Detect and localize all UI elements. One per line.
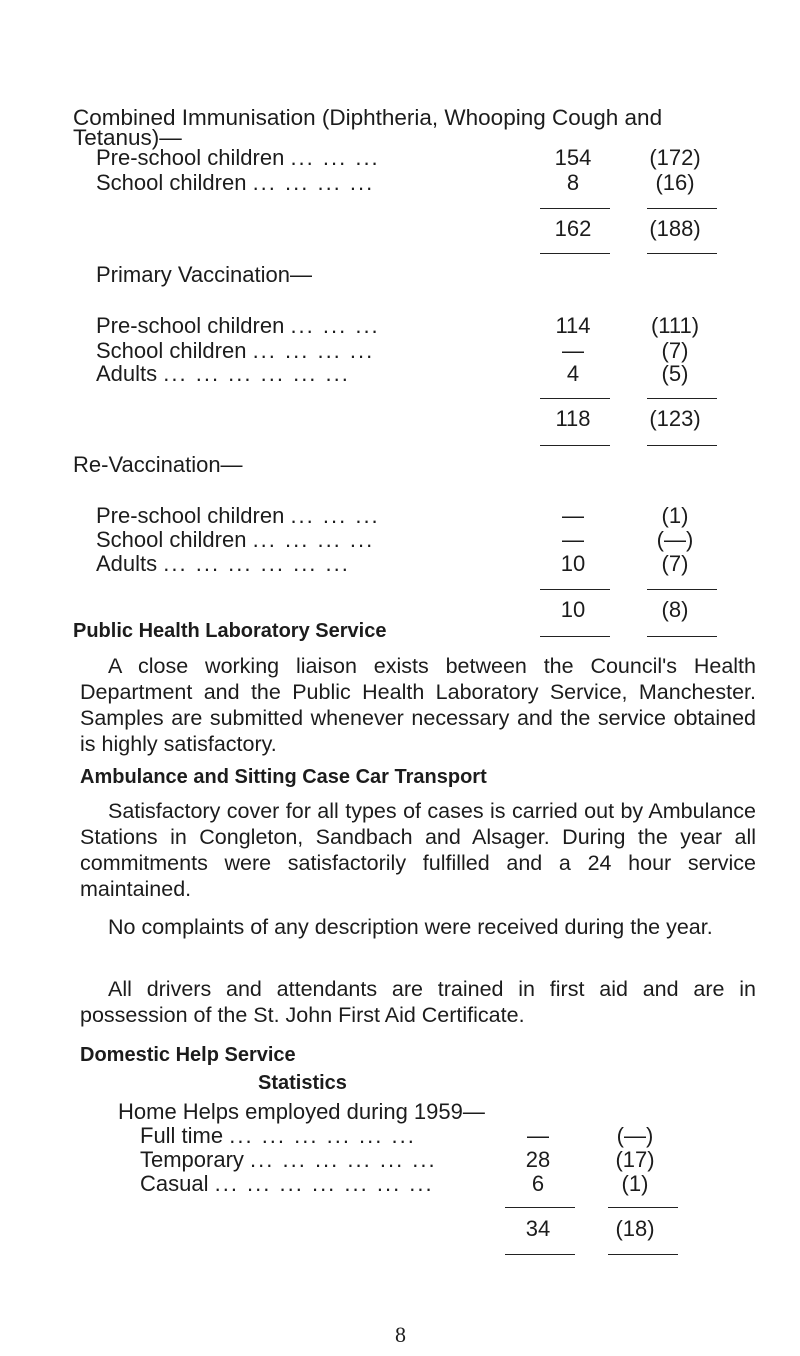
- ambulance-heading: Ambulance and Sitting Case Car Transport: [80, 766, 487, 788]
- immunisation-intro-line1: Combined Immunisation (Diphtheria, Whooping Cough and: [73, 105, 663, 130]
- row-value-current: 6: [531, 1171, 545, 1196]
- home-helps-intro: Home Helps employed during 1959—: [118, 1099, 485, 1124]
- total-rule: [647, 636, 717, 637]
- immunisation-intro-line2: Tetanus)—: [73, 125, 182, 150]
- immunisation-intro: [73, 105, 773, 150]
- row-label: Temporary ... ... ... ... ... ...: [140, 1147, 437, 1172]
- row-label: Adults ... ... ... ... ... ...: [96, 551, 350, 576]
- ambulance-paragraph-2: No complaints of any description were received during the year.: [108, 915, 713, 939]
- sum-rule: [540, 589, 610, 590]
- sum-rule: [540, 208, 610, 209]
- total-value-current: 10: [560, 597, 586, 622]
- total-rule: [540, 445, 610, 446]
- page-number: 8: [395, 1322, 406, 1347]
- total-value-previous: (8): [661, 597, 689, 622]
- row-label: Pre-school children ... ... ...: [96, 313, 380, 338]
- sum-rule: [647, 589, 717, 590]
- statistics-subheading: Statistics: [258, 1072, 347, 1094]
- row-label: Pre-school children ... ... ...: [96, 145, 380, 170]
- row-value-previous: (111): [650, 313, 700, 338]
- sum-rule: [647, 398, 717, 399]
- row-value-current: —: [562, 338, 584, 363]
- row-value-previous: (172): [649, 145, 701, 170]
- total-value-previous: (123): [649, 406, 701, 431]
- phls-heading: Public Health Laboratory Service: [73, 620, 387, 642]
- row-value-current: —: [562, 527, 584, 552]
- row-label: Full time ... ... ... ... ... ...: [140, 1123, 416, 1148]
- primary-vaccination-title: Primary Vaccination—: [96, 262, 312, 287]
- row-value-previous: (5): [661, 361, 689, 386]
- row-value-previous: (—): [656, 527, 694, 552]
- row-label: School children ... ... ... ...: [96, 170, 375, 195]
- row-value-previous: (1): [621, 1171, 649, 1196]
- sum-rule: [647, 208, 717, 209]
- domestic-heading: Domestic Help Service: [80, 1044, 296, 1066]
- total-value-current: 34: [525, 1216, 551, 1241]
- total-rule: [505, 1254, 575, 1255]
- total-rule: [647, 253, 717, 254]
- total-rule: [540, 636, 610, 637]
- row-label: School children ... ... ... ...: [96, 527, 375, 552]
- row-value-current: 4: [566, 361, 580, 386]
- row-value-previous: (16): [655, 170, 695, 195]
- sum-rule: [540, 398, 610, 399]
- ambulance-paragraph-1: Satisfactory cover for all types of cases is carried out by Ambulance Stations in Congleton, Sandbach and Alsager. During the year all commitments were satisfactorily fulfilled and a 24 hour service maintained.: [80, 799, 756, 901]
- total-rule: [647, 445, 717, 446]
- total-value-previous: (18): [615, 1216, 655, 1241]
- sum-rule: [608, 1207, 678, 1208]
- total-value-current: 118: [555, 406, 591, 431]
- row-value-previous: (—): [616, 1123, 654, 1148]
- total-value-previous: (188): [649, 216, 701, 241]
- row-label: School children ... ... ... ...: [96, 338, 375, 363]
- sum-rule: [505, 1207, 575, 1208]
- row-label: Adults ... ... ... ... ... ...: [96, 361, 350, 386]
- row-value-previous: (17): [615, 1147, 655, 1172]
- row-value-current: —: [527, 1123, 549, 1148]
- phls-paragraph: A close working liaison exists between the Council's Health Department and the Public Health Laboratory Service, Manchester. Samples are submitted whenever necessary and the service obtained is highly satisfactory.: [80, 654, 756, 756]
- row-label: Pre-school children ... ... ...: [96, 503, 380, 528]
- row-value-current: —: [562, 503, 584, 528]
- row-value-current: 154: [554, 145, 592, 170]
- row-value-current: 114: [555, 313, 591, 338]
- total-rule: [608, 1254, 678, 1255]
- row-value-previous: (7): [661, 338, 689, 363]
- total-rule: [540, 253, 610, 254]
- total-value-current: 162: [554, 216, 592, 241]
- revaccination-title: Re-Vaccination—: [73, 452, 243, 477]
- row-value-current: 10: [560, 551, 586, 576]
- row-value-previous: (7): [661, 551, 689, 576]
- row-value-current: 8: [566, 170, 580, 195]
- row-label: Casual ... ... ... ... ... ... ...: [140, 1171, 434, 1196]
- ambulance-paragraph-3: All drivers and attendants are trained in first aid and are in possession of the St. John First Aid Certificate.: [80, 977, 756, 1027]
- row-value-previous: (1): [661, 503, 689, 528]
- row-value-current: 28: [525, 1147, 551, 1172]
